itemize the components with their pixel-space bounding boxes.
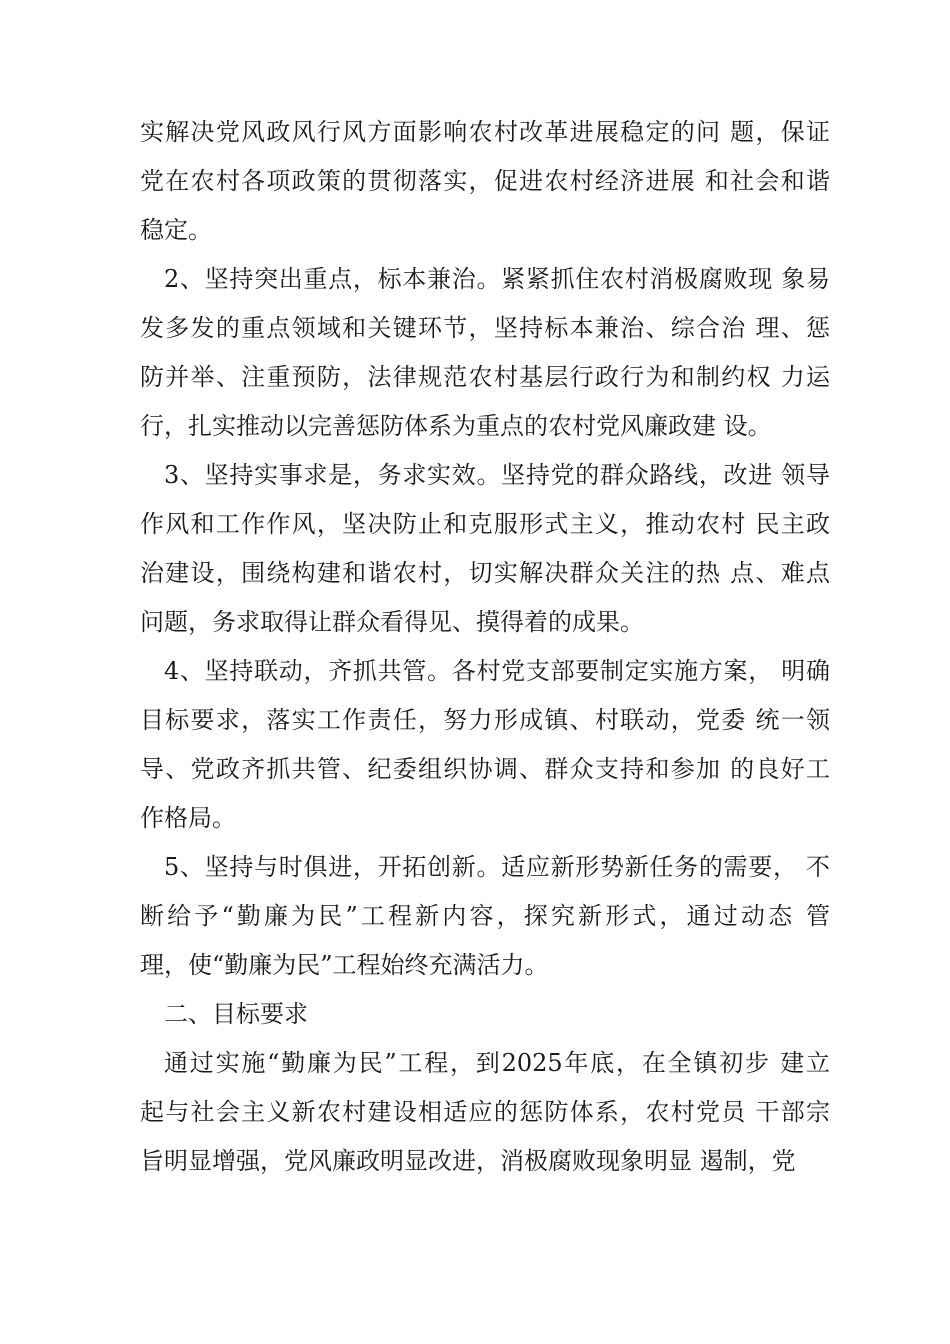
text-line: 稳定。 bbox=[140, 216, 212, 244]
paragraph bbox=[140, 108, 830, 255]
text-line: 实解决党风政风行风方面影响农村改革进展稳定的问 题，保证 bbox=[140, 118, 830, 146]
text-line: 导、党政齐抓共管、纪委组织协调、群众支持和参加 的良好工 bbox=[140, 755, 830, 783]
paragraph bbox=[140, 451, 830, 647]
text-line: 5、坚持与时俱进，开拓创新。适应新形势新任务的需要， 不 bbox=[164, 853, 830, 881]
text-line: 作格局。 bbox=[140, 804, 236, 832]
paragraph bbox=[140, 647, 830, 843]
text-line: 旨明显增强，党风廉政明显改进，消极腐败现象明显 遏制，党 bbox=[140, 1147, 796, 1175]
text-line: 2、坚持突出重点，标本兼治。紧紧抓住农村消极腐败现 象易 bbox=[164, 265, 830, 293]
paragraph bbox=[140, 843, 830, 990]
text-line: 3、坚持实事求是，务求实效。坚持党的群众路线，改进 领导 bbox=[164, 461, 830, 489]
text-line: 党在农村各项政策的贯彻落实，促进农村经济进展 和社会和谐 bbox=[140, 167, 830, 195]
text-line: 防并举、注重预防，法律规范农村基层行政行为和制约权 力运 bbox=[140, 363, 830, 391]
text-line: 断给予“勤廉为民”工程新内容，探究新形式，通过动态 管 bbox=[140, 902, 830, 930]
text-line: 治建设，围绕构建和谐农村，切实解决群众关注的热 点、难点 bbox=[140, 559, 830, 587]
text-line: 行，扎实推动以完善惩防体系为重点的农村党风廉政建 设。 bbox=[140, 412, 772, 440]
paragraph bbox=[140, 1039, 830, 1186]
text-line: 理，使“勤廉为民”工程始终充满活力。 bbox=[140, 951, 549, 979]
text-line: 起与社会主义新农村建设相适应的惩防体系，农村党员 干部宗 bbox=[140, 1098, 830, 1126]
text-line: 二、目标要求 bbox=[164, 1000, 308, 1028]
text-line: 问题，务求取得让群众看得见、摸得着的成果。 bbox=[140, 608, 644, 636]
document-page bbox=[140, 108, 830, 1186]
text-line: 发多发的重点领域和关键环节，坚持标本兼治、综合治 理、惩 bbox=[140, 314, 830, 342]
paragraph bbox=[140, 255, 830, 451]
text-line: 4、坚持联动，齐抓共管。各村党支部要制定实施方案， 明确 bbox=[164, 657, 830, 685]
section-heading bbox=[140, 990, 830, 1039]
text-line: 通过实施“勤廉为民”工程，到2025年底，在全镇初步 建立 bbox=[164, 1049, 830, 1077]
text-line: 作风和工作作风，坚决防止和克服形式主义，推动农村 民主政 bbox=[140, 510, 830, 538]
text-line: 目标要求，落实工作责任，努力形成镇、村联动，党委 统一领 bbox=[140, 706, 830, 734]
